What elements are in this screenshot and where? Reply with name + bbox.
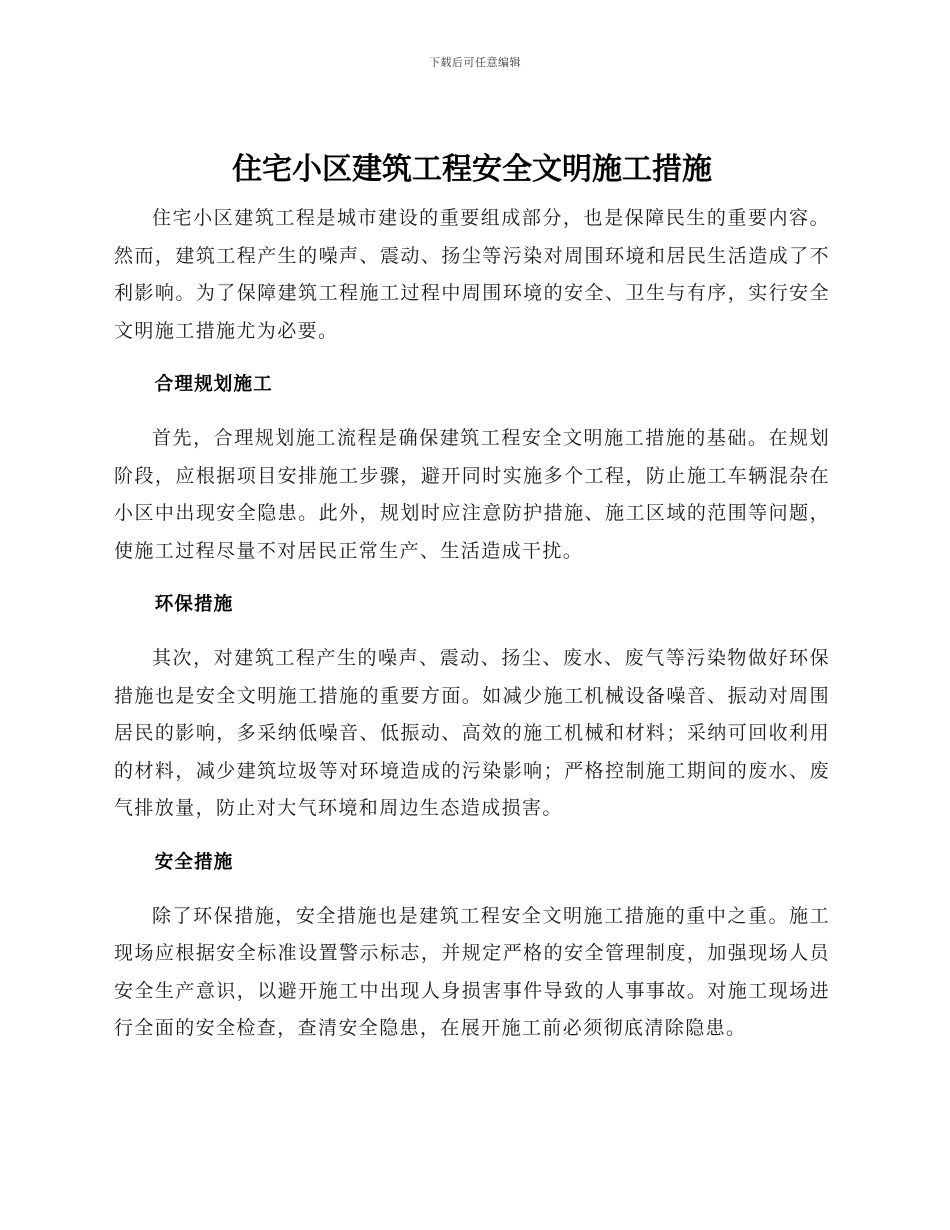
section-heading: 合理规划施工 — [154, 374, 273, 395]
section-environmental — [114, 586, 830, 828]
intro-paragraph: 住宅小区建筑工程是城市建设的重要组成部分，也是保障民生的重要内容。然而，建筑工程产生的噪声、震动、扬尘等污染对周围环境和居民生活造成了不利影响。为了保障建筑工程施工过程中周围环境的安全、卫生与有序，实行安全文明施工措施尤为必要。 — [114, 207, 830, 342]
section-heading: 环保措施 — [154, 594, 234, 615]
document-title: 住宅小区建筑工程安全文明施工措施 — [232, 152, 712, 187]
section-planning — [114, 366, 830, 570]
section-paragraph: 其次，对建筑工程产生的噪声、震动、扬尘、废水、废气等污染物做好环保措施也是安全文明施工措施的重要方面。如减少施工机械设备噪音、振动对周围居民的影响，多采纳低噪音、低振动、高效的施工机械和材料；采纳可回收利用的材料，减少建筑垃圾等对环境造成的污染影响；严格控制施工期间的废水、废气排放量，防止对大气环境和周边生态造成损害。 — [114, 647, 830, 819]
header-note: 下载后可任意编辑 — [429, 56, 521, 69]
section-paragraph: 首先，合理规划施工流程是确保建筑工程安全文明施工措施的基础。在规划阶段，应根据项目安排施工步骤，避开同时实施多个工程，防止施工车辆混杂在小区中出现安全隐患。此外，规划时应注意防护措施、施工区域的范围等问题，使施工过程尽量不对居民正常生产、生活造成干扰。 — [114, 427, 830, 562]
document-body — [114, 150, 830, 1048]
section-safety — [114, 844, 830, 1048]
section-paragraph: 除了环保措施，安全措施也是建筑工程安全文明施工措施的重中之重。施工现场应根据安全标准设置警示标志，并规定严格的安全管理制度，加强现场人员安全生产意识，以避开施工中出现人身损害事件导致的人事事故。对施工现场进行全面的安全检查，查清安全隐患，在展开施工前必须彻底清除隐患。 — [114, 904, 830, 1039]
section-heading: 安全措施 — [154, 851, 234, 873]
